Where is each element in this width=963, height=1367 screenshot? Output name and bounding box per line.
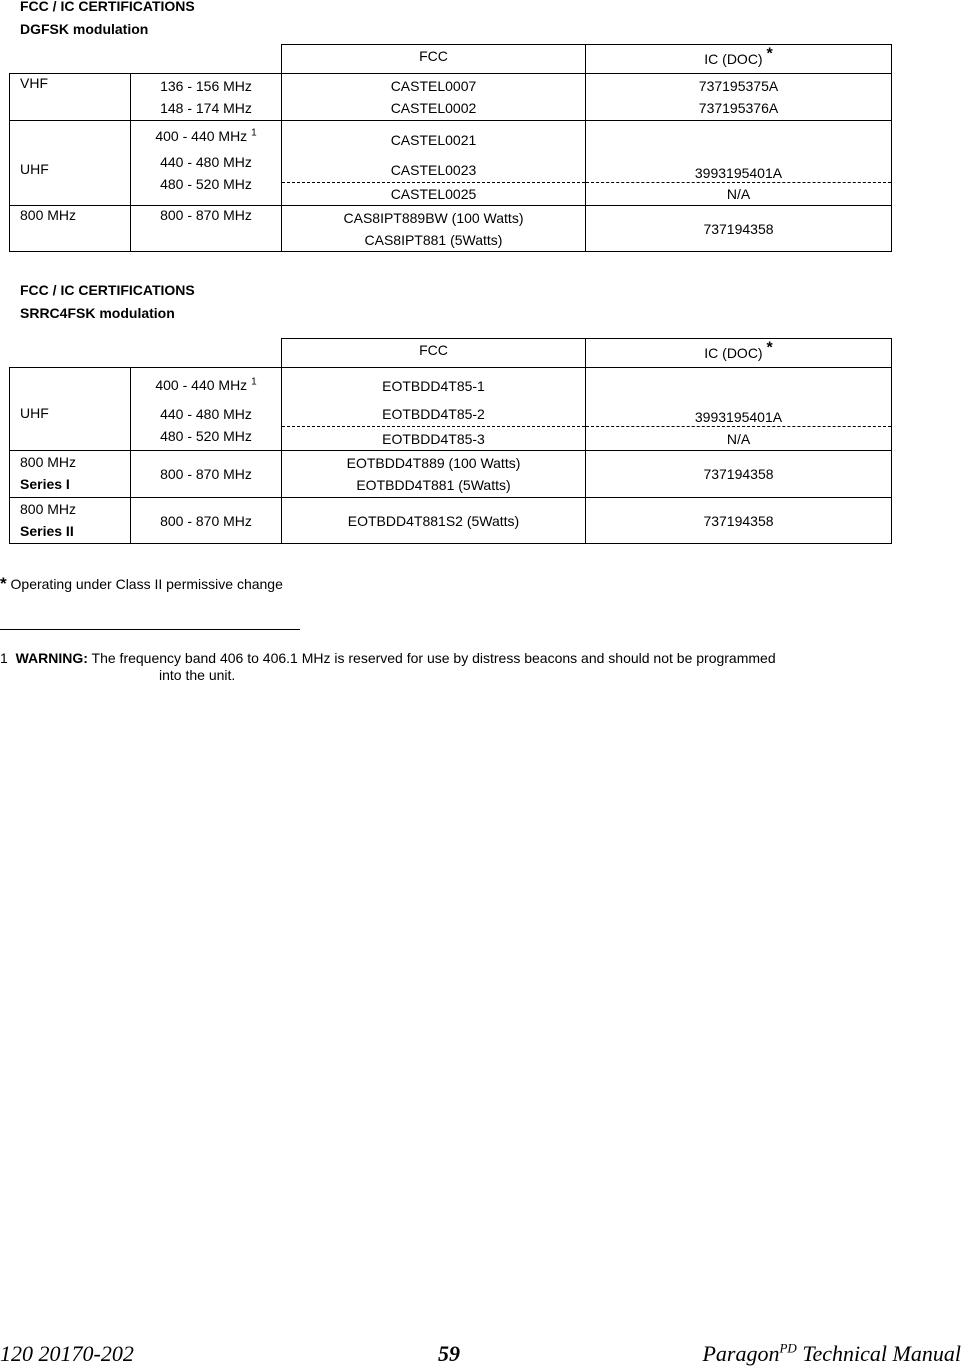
series1-band: 800 - 870 MHz — [131, 451, 282, 498]
table-row-vhf — [10, 74, 892, 121]
uhf-ic-2: N/A — [586, 427, 892, 451]
mhz800-label: 800 MHz — [10, 206, 131, 252]
mhz800-fcc-2: CAS8IPT881 (5Watts) — [364, 231, 503, 248]
manual-title: Paragon$^{PD}$ Technical Manual — [702, 1340, 961, 1366]
vhf-band-1: 136 - 156 MHz — [160, 78, 252, 94]
series1-mhz-label: 800 MHz — [20, 454, 77, 470]
uhf-ic-1: 3993195401A — [586, 121, 892, 183]
series1-fcc-1: EOTBDD4T889 (100 Watts) — [346, 455, 521, 471]
table-row-uhf — [10, 368, 892, 427]
series2-label: Series II — [20, 523, 74, 539]
uhf-fcc-1: CASTEL0021 — [390, 132, 477, 148]
series1-ic: 737194358 — [586, 451, 892, 498]
uhf-band-1: 400 - 440 MHz $^1$ — [155, 127, 257, 144]
table-row-800mhz — [10, 206, 892, 252]
uhf-ic-2: N/A — [586, 183, 892, 206]
uhf-ic-1: 3993195401A — [586, 368, 892, 427]
section1-title: FCC / IC CERTIFICATIONS — [20, 0, 195, 14]
uhf-band-3: 480 - 520 MHz — [160, 428, 252, 444]
footnote-text-continued: into the unit. — [159, 667, 236, 683]
footnote-text: The frequency band 406 to 406.1 MHz is reserved for use by distress beacons and should not be programmed — [91, 650, 776, 666]
series1-label: Series I — [20, 476, 70, 492]
uhf-band-1: 400 - 440 MHz $^1$ — [155, 376, 257, 393]
section2-subtitle: SRRC4FSK modulation — [20, 305, 175, 321]
dgfsk-certification-table — [9, 44, 892, 252]
uhf-band-2: 440 - 480 MHz — [160, 154, 252, 170]
doc-number: 120 20170-202 — [0, 1341, 134, 1366]
uhf-band-2: 440 - 480 MHz — [160, 406, 252, 422]
table-row-series1 — [10, 451, 892, 498]
vhf-fcc-2: CASTEL0002 — [390, 100, 477, 116]
ic-header: IC (DOC) * — [586, 45, 892, 74]
footnote-warning-label: WARNING: — [15, 650, 88, 666]
mhz800-ic: 737194358 — [586, 206, 892, 252]
series2-band: 800 - 870 MHz — [131, 498, 282, 544]
series2-mhz-label: 800 MHz — [20, 501, 77, 517]
table-header-row — [10, 45, 892, 74]
vhf-label: VHF — [10, 74, 131, 121]
page-number: 59 — [438, 1341, 460, 1366]
uhf-fcc-1: EOTBDD4T85-1 — [382, 378, 485, 394]
footnote-number: 1 — [0, 650, 8, 666]
vhf-fcc-1: CASTEL0007 — [390, 78, 477, 94]
vhf-ic-2: 737195376A — [698, 100, 779, 116]
footnote-separator — [0, 629, 300, 630]
uhf-fcc-3: EOTBDD4T85-3 — [282, 427, 586, 451]
permissive-change-note: * Operating under Class II permissive change — [0, 574, 283, 593]
section2-title: FCC / IC CERTIFICATIONS — [20, 282, 195, 298]
series2-fcc: EOTBDD4T881S2 (5Watts) — [282, 498, 586, 544]
table-row-series2 — [10, 498, 892, 544]
uhf-band-3: 480 - 520 MHz — [160, 176, 252, 192]
uhf-label: UHF — [10, 121, 131, 206]
table-row-uhf — [10, 121, 892, 183]
uhf-label: UHF — [10, 368, 131, 451]
mhz800-band: 800 - 870 MHz — [131, 206, 282, 252]
series1-fcc-2: EOTBDD4T881 (5Watts) — [356, 477, 511, 493]
fcc-header: FCC — [282, 45, 586, 74]
ic-header: IC (DOC) * — [586, 339, 892, 368]
fcc-header: FCC — [282, 339, 586, 368]
footnote — [0, 650, 950, 683]
table-header-row — [10, 339, 892, 368]
uhf-fcc-3: CASTEL0025 — [282, 183, 586, 206]
section1-subtitle: DGFSK modulation — [20, 21, 149, 37]
uhf-fcc-2: CASTEL0023 — [390, 162, 477, 178]
vhf-ic-1: 737195375A — [698, 78, 779, 94]
mhz800-fcc-1: CAS8IPT889BW (100 Watts) — [343, 209, 524, 226]
uhf-fcc-2: EOTBDD4T85-2 — [382, 406, 485, 422]
srrc4fsk-certification-table — [9, 338, 892, 544]
vhf-band-2: 148 - 174 MHz — [160, 100, 252, 116]
series2-ic: 737194358 — [586, 498, 892, 544]
